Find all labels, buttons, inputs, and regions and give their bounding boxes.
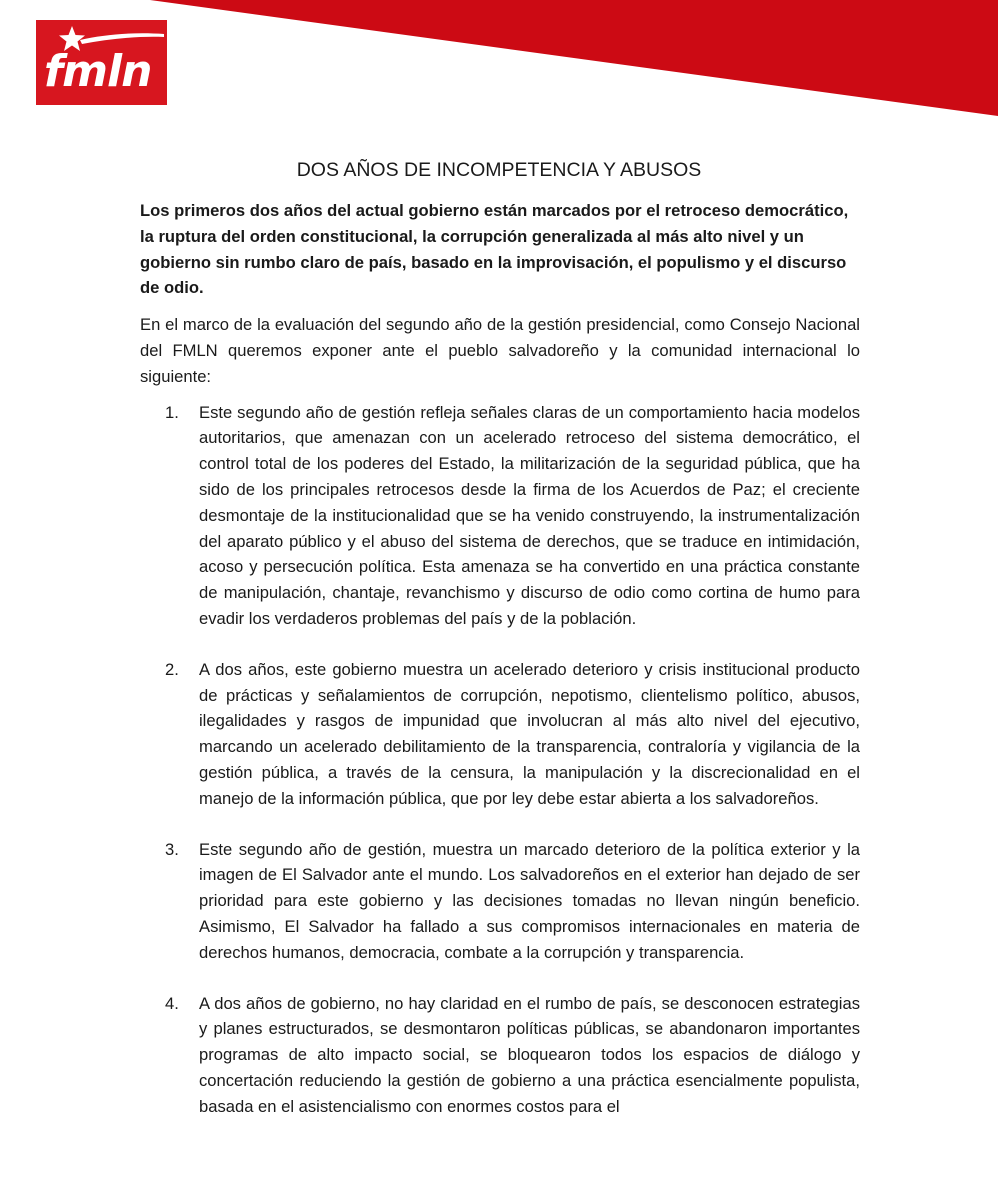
logo-wordmark: fmln [44, 46, 152, 97]
list-item-number: 1. [165, 402, 179, 422]
list-item-text: Este segundo año de gestión refleja señales claras de un comportamiento hacia modelos autoritarios, que amenazan con un acelerado retroceso del sistema democrático, el control total de los poderes del Estado, la militarización de la seguridad pública, que ha sido de los principales retrocesos desde la firma de los Acuerdos de Paz; el creciente desmontaje de la institucionalidad que se ha venido construyendo, la instrumentalización del aparato público y el abuso del sistema de derechos, que se traduce en intimidación, acoso y persecución política. Esta amenaza se ha convertido en una práctica constante de manipulación, chantaje, revanchismo y discurso de odio como cortina de humo para evadir los verdaderos problemas del país y de la población. [199, 402, 860, 628]
fmln-logo [36, 20, 167, 105]
document-title: DOS AÑOS DE INCOMPETENCIA Y ABUSOS [296, 159, 702, 181]
list-item [140, 400, 860, 632]
list-item-text: A dos años, este gobierno muestra un acelerado deterioro y crisis institucional producto de prácticas y señalamientos de corrupción, nepotismo, clientelismo político, abusos, ilegalidades y rasgos de impunidad que involucran al más alto nivel del ejecutivo, marcando un acelerado debilitamiento de la transparencia, contraloría y vigilancia de la gestión pública, a través de la censura, la manipulación y la discrecionalidad en el manejo de la información pública, que por ley debe estar abierta a los salvadoreños. [199, 659, 860, 808]
list-item-number: 3. [165, 839, 179, 859]
list-item [140, 657, 860, 812]
list-item-number: 4. [165, 993, 179, 1013]
intro-paragraph: En el marco de la evaluación del segundo año de la gestión presidencial, como Consejo Nacional del FMLN queremos exponer ante el pueblo salvadoreño y la comunidad internacional lo siguiente: [140, 315, 860, 386]
document-body [140, 198, 860, 1145]
list-item-text: Este segundo año de gestión, muestra un marcado deterioro de la política exterior y la imagen de El Salvador ante el mundo. Los salvadoreños en el exterior han dejado de ser prioridad para este gobierno y las decisiones tomadas no llevan ningún beneficio. Asimismo, El Salvador ha fallado a sus compromisos internacionales en materia de derechos humanos, democracia, combate a la corrupción y transparencia. [199, 839, 860, 962]
list-item-number: 2. [165, 659, 179, 679]
list-item [140, 837, 860, 966]
lead-paragraph: Los primeros dos años del actual gobierno están marcados por el retroceso democrático, la ruptura del orden constitucional, la corrupción generalizada al más alto nivel y un gobierno sin rumbo claro de país, basado en la improvisación, el populismo y el discurso de odio. [140, 201, 849, 298]
numbered-list [140, 400, 860, 1120]
list-item-text: A dos años de gobierno, no hay claridad en el rumbo de país, se desconocen estrategias y planes estructurados, se desmontaron políticas públicas, se abandonaron importantes programas de alto impacto social, se bloquearon todos los espacios de diálogo y concertación reduciendo la gestión de gobierno a una práctica esencialmente populista, basada en el asistencialismo con enormes costos para el [199, 993, 860, 1116]
list-item [140, 991, 860, 1120]
